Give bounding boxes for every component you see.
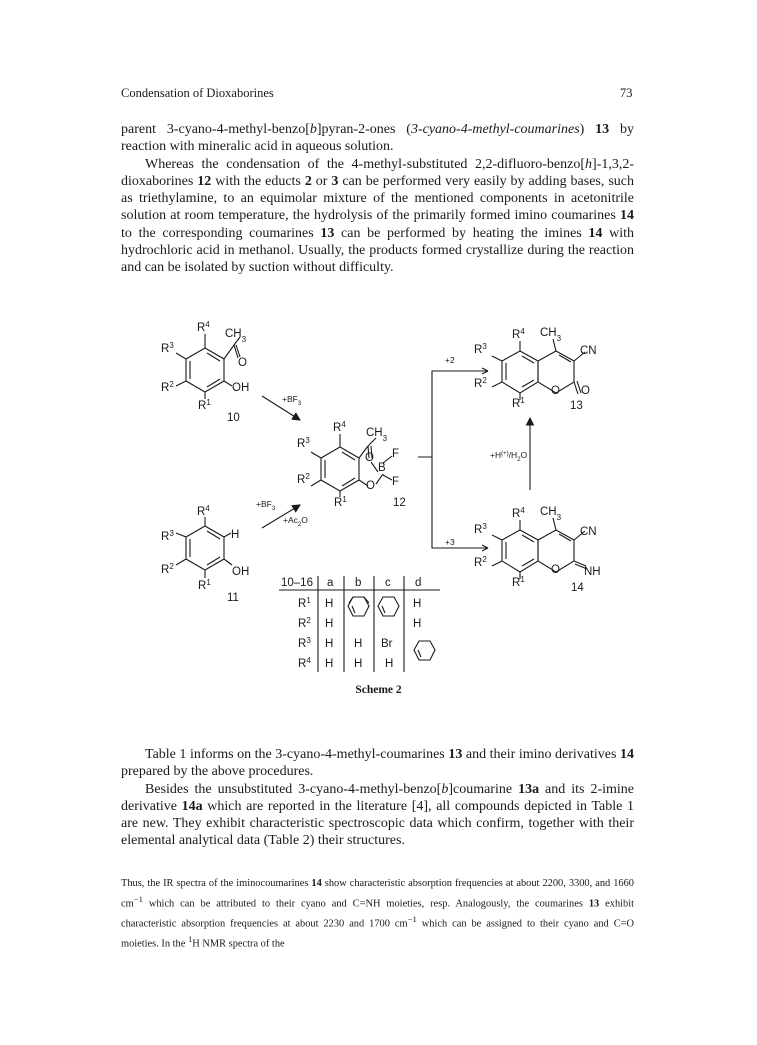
- table-header-compounds: 10–16: [281, 577, 313, 589]
- table-header-d: d: [415, 577, 422, 589]
- scheme-caption: Scheme 2: [355, 684, 402, 696]
- svg-text:H: H: [354, 638, 363, 650]
- compound-12-label: 12: [393, 497, 406, 509]
- reagent-bf3-top: $+BF_3$: [282, 394, 302, 407]
- paragraph-4: Besides the unsubstituted 3-cyano-4-methyl-benzo[b]coumarine 13a and its 2-imine derivative 14a which are reported in the literature [4], all compounds depicted in Table 1 are new. They exhibit characteristic spectroscopic data which confirm, together with their elemental analytical data (Table 2) their structures.: [121, 781, 634, 849]
- svg-text:O: O: [581, 385, 590, 397]
- compound-13-structure: [492, 339, 585, 400]
- spectroscopy-note: [121, 877, 634, 952]
- reagent-bf3-bottom: $+BF_3$: [256, 499, 276, 512]
- svg-text:R4: $R^4$: [512, 326, 525, 341]
- svg-text:CN: CN: [580, 345, 597, 357]
- svg-text:R2: $R^2$: [161, 379, 174, 394]
- svg-text:CH3: $CH_3$: [225, 328, 247, 344]
- svg-text:NH: NH: [584, 566, 601, 578]
- svg-text:R3: $R^3$: [297, 435, 310, 450]
- svg-text:R2: $R^2$: [161, 561, 174, 576]
- svg-text:R2: $R^2$: [297, 471, 310, 486]
- svg-text:R1: $R^1$: [512, 574, 525, 589]
- substituent-table: [281, 577, 421, 670]
- compound-14-label: 14: [571, 582, 584, 594]
- svg-text:R3: $R^3$: [161, 340, 174, 355]
- running-title: Condensation of Dioxaborines: [121, 86, 274, 100]
- svg-text:H: H: [325, 658, 334, 670]
- svg-text:B: B: [378, 462, 386, 474]
- svg-text:R4: $R^4$: [512, 505, 525, 520]
- svg-text:R3: $R^3$: [474, 341, 487, 356]
- svg-text:OH: OH: [232, 566, 250, 578]
- svg-text:R3: $R^3$: [474, 521, 487, 536]
- reagent-plus-3: +3: [445, 537, 455, 547]
- page-number: 73: [620, 86, 633, 100]
- svg-text:H: H: [231, 529, 240, 541]
- table-row-r4-label: $R^4$: [298, 655, 311, 670]
- benzo-ring-b: [348, 597, 369, 616]
- svg-text:O: O: [366, 480, 375, 492]
- svg-text:H: H: [354, 658, 363, 670]
- svg-text:R2: $R^2$: [474, 554, 487, 569]
- benzo-ring-d: [414, 641, 435, 660]
- table-row-r3-label: $R^3$: [298, 635, 311, 650]
- svg-text:H: H: [325, 618, 334, 630]
- svg-text:O: O: [238, 357, 247, 369]
- svg-text:O: O: [551, 385, 560, 397]
- benzo-ring-c: [378, 597, 399, 616]
- svg-text:O: O: [551, 564, 560, 576]
- reagent-ac2o: $+Ac_2O$: [283, 515, 308, 528]
- compound-14-structure: [492, 518, 587, 579]
- table-row-r1-label: $R^1$: [298, 595, 311, 610]
- svg-text:H: H: [385, 658, 394, 670]
- svg-text:H: H: [413, 598, 422, 610]
- svg-text:CH3: $CH_3$: [366, 427, 388, 443]
- svg-text:R1: $R^1$: [198, 397, 211, 412]
- svg-text:R4: $R^4$: [197, 503, 210, 518]
- svg-text:F: F: [392, 448, 400, 460]
- svg-text:H: H: [325, 638, 334, 650]
- svg-text:F: F: [392, 476, 400, 488]
- results-text: [121, 746, 634, 850]
- svg-text:CN: CN: [580, 526, 597, 538]
- table-header-a: a: [327, 577, 334, 589]
- svg-text:OH: OH: [232, 382, 250, 394]
- svg-text:R3: $R^3$: [161, 528, 174, 543]
- svg-text:CH3: $CH_3$: [540, 327, 562, 343]
- svg-text:R2: $R^2$: [474, 375, 487, 390]
- svg-text:O: O: [365, 452, 374, 464]
- compound-11-label: 11: [227, 592, 239, 604]
- svg-text:R4: $R^4$: [333, 419, 346, 434]
- compound-11-structure: [176, 517, 232, 578]
- compound-13-label: 13: [570, 400, 583, 412]
- svg-text:R1: $R^1$: [512, 395, 525, 410]
- reagent-plus-2: +2: [445, 355, 455, 365]
- svg-text:CH3: $CH_3$: [540, 506, 562, 522]
- paragraph-3: Table 1 informs on the 3-cyano-4-methyl-coumarines 13 and their imino derivatives 14 prepared by the above procedures.: [121, 747, 634, 780]
- table-row-r2-label: $R^2$: [298, 615, 311, 630]
- svg-text:H: H: [325, 598, 334, 610]
- compound-10-label: 10: [227, 412, 240, 424]
- paragraph-2: Whereas the condensation of the 4-methyl-substituted 2,2-difluoro-benzo[h]-1,3,2-dioxaborines 12 with the educts 2 or 3 can be performed very easily by adding bases, such as triethylamine, to an equimolar mixture of the mentioned components in acetonitrile solution at room temperature, the hydrolysis of the primarily formed imino coumarines 14 to the corresponding coumarines 13 can be performed by heating the imines 14 with hydrochloric acid in methanol. Usually, the products formed crystallize during the reaction and can be isolated by suction without difficulty.: [121, 156, 634, 276]
- note-paragraph: Thus, the IR spectra of the iminocoumarines 14 show characteristic absorption frequencies at about 2200, 3300, and 1660 $cm^{-1}$ which can be attributed to their cyano and C=NH moieties, resp. Analogously, the coumarines 13 exhibit characteristic absorption frequencies at about 2230 and 1700 $cm^{-1}$ which can be assigned to their cyano and C=O moieties. In the $^1$H NMR spectra of the: [121, 878, 634, 950]
- arrow-12-branches: [418, 371, 488, 548]
- svg-text:Br: Br: [381, 638, 393, 650]
- svg-text:R1: $R^1$: [334, 494, 347, 509]
- compound-10-structure: [176, 334, 240, 399]
- paragraph-1: parent 3-cyano-4-methyl-benzo[b]pyran-2-ones (3-cyano-4-methyl-coumarines) 13 by reaction with mineralic acid in aqueous solution.: [121, 122, 635, 155]
- svg-text:H: H: [413, 618, 422, 630]
- svg-text:R1: $R^1$: [198, 577, 211, 592]
- table-header-c: c: [385, 577, 391, 589]
- svg-text:R4: $R^4$: [197, 319, 210, 334]
- table-header-b: b: [355, 577, 362, 589]
- reagent-hydrolysis: $+H^{(+)}/H_2O$: [490, 450, 528, 463]
